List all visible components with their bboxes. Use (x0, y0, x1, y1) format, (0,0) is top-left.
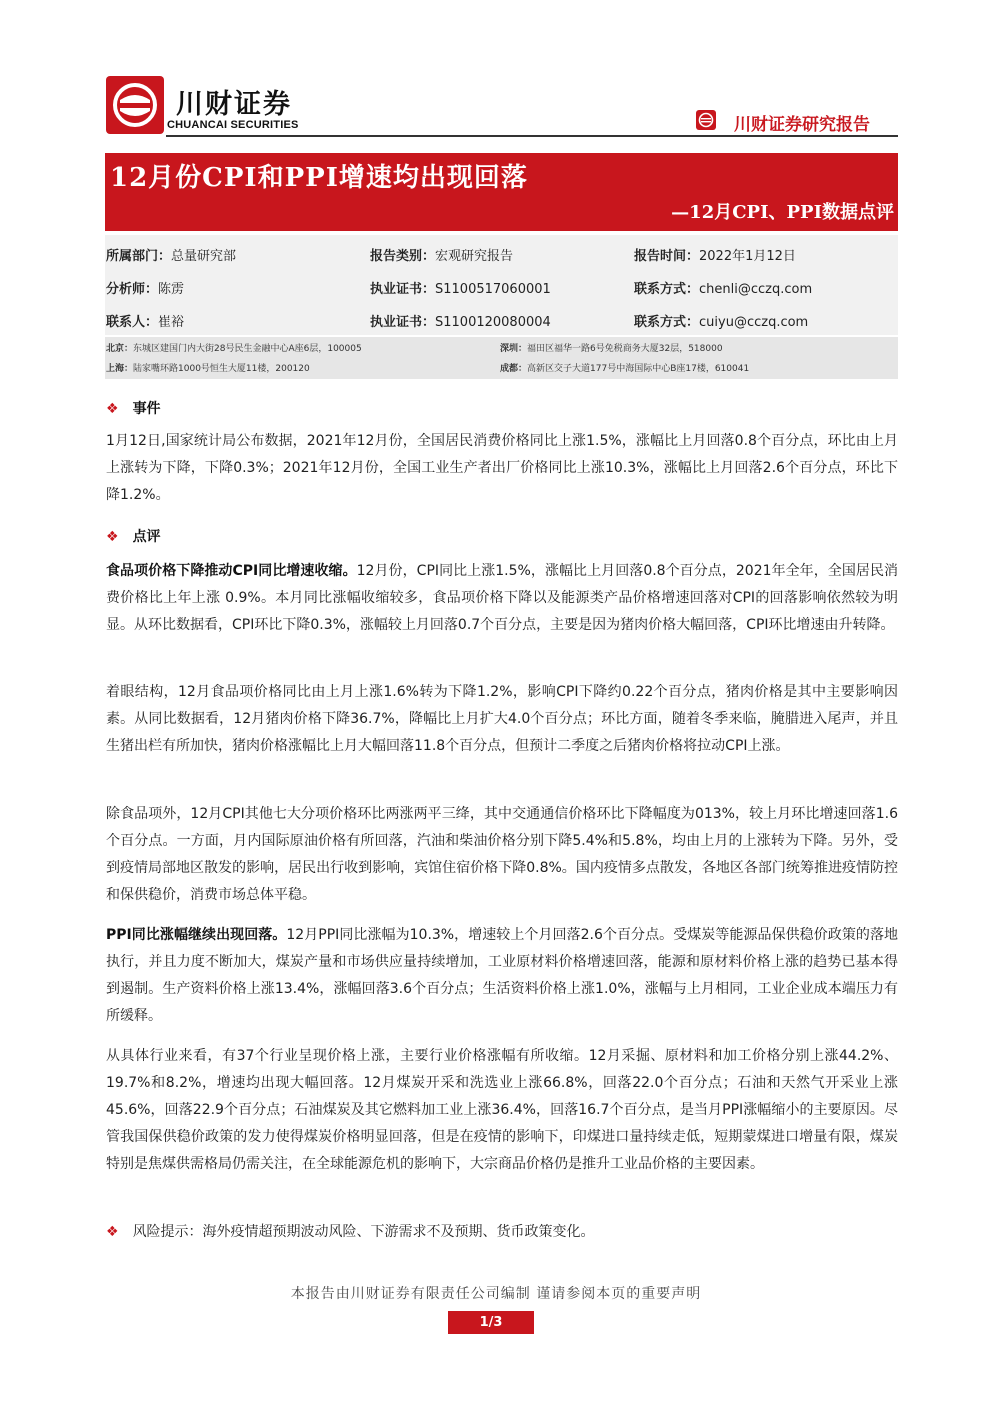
section-comment-heading: ❖ 点评 (106, 529, 161, 545)
header-divider (166, 135, 898, 137)
address-shenzhen: 深圳：福田区福华一路6号免税商务大厦32层，518000 (500, 344, 723, 354)
small-logo-icon (696, 110, 716, 130)
meta-contact-2[interactable]: 联系方式：cuiyu@cczq.com (634, 315, 809, 330)
address-shanghai: 上海：陆家嘴环路1000号恒生大厦11楼，200120 (106, 364, 310, 374)
address-chengdu: 成都：高新区交子大道177号中海国际中心B座17楼，610041 (500, 364, 750, 374)
meta-cert-2: 执业证书：S1100120080004 (370, 315, 551, 330)
industry-paragraph: 从具体行业来看，有37个行业呈现价格上涨，主要行业价格涨幅有所收缩。12月采掘、原材料和加工价格分别上涨44.2%、19.7%和8.2%，增速均出现大幅回落。12月煤炭开采和洗选业上涨66.8%，回落22.0个百分点；石油和天然气开采业上涨45.6%，回落22.9个百分点；石油煤炭及其它燃料加工业上涨36.4%，回落16.7个百分点，是当月PPI涨幅缩小的主要原因。尽管我国保供稳价政策的发力使得煤炭价格明显回落，但是在疫情的影响下，印煤进口量持续走低，短期蒙煤进口增量有限，煤炭特别是焦煤供需格局仍需关注，在全球能源危机的影响下，大宗商品价格仍是推升工业品价格的主要因素。 (106, 1048, 898, 1172)
chuancai-logo-icon (106, 76, 164, 134)
diamond-bullet-icon: ❖ (106, 1224, 119, 1240)
brand-name-cn: 川财证券 (176, 89, 292, 120)
meta-dept: 所属部门：总量研究部 (106, 249, 237, 264)
brand-name-en: CHUANCAI SECURITIES (167, 119, 299, 131)
event-paragraph: 1月12日,国家统计局公布数据，2021年12月份，全国居民消费价格同比上涨1.5%，涨幅比上月回落0.8个百分点，环比由上月上涨转为下降，下降0.3%；2021年12月份，全国工业生产者出厂价格同比上涨10.3%，涨幅比上月回落2.6个百分点，环比下降1.2%。 (106, 433, 898, 503)
meta-cert-1: 执业证书：S1100517060001 (370, 282, 551, 297)
risk-warning: ❖ 风险提示：海外疫情超预期波动风险、下游需求不及预期、货币政策变化。 (106, 1224, 595, 1240)
address-beijing: 北京：东城区建国门内大街28号民生金融中心A座6层，100005 (106, 344, 362, 354)
report-type-label: 川财证券研究报告 (734, 115, 870, 135)
food-structure-paragraph: 着眼结构，12月食品项价格同比由上月上涨1.6%转为下降1.2%，影响CPI下降约0.22个百分点，猪肉价格是其中主要影响因素。从同比数据看，12月猪肉价格下降36.7%，降幅比上月扩大4.0个百分点；环比方面，随着冬季来临，腌腊进入尾声，并且生猪出栏有所加快，猪肉价格涨幅比上月大幅回落11.8个百分点，但预计二季度之后猪肉价格将拉动CPI上涨。 (106, 684, 898, 754)
meta-analyst: 分析师：陈雳 (106, 282, 185, 297)
diamond-bullet-icon: ❖ (106, 401, 119, 417)
footer-disclaimer: 本报告由川财证券有限责任公司编制 谨请参阅本页的重要声明 (290, 1286, 702, 1302)
cpi-paragraph: 食品项价格下降推动CPI同比增速收缩。12月份，CPI同比上涨1.5%，涨幅比上月回落0.8个百分点，2021年全年，全国居民消费价格比上年上涨 0.9%。本月同比涨幅收缩较多，食品项价格下降以及能源类产品价格增速回落对CPI的回落影响依然较为明显。从环比数据看，CPI环比下降0.3%，涨幅较上月回落0.7个百分点，主要是因为猪肉价格大幅回落，CPI环比增速由升转降。 (106, 563, 898, 633)
meta-contact-1[interactable]: 联系方式：chenli@cczq.com (634, 282, 813, 297)
report-subtitle: —12月CPI、PPI数据点评 (671, 202, 894, 223)
report-title: 12月份CPI和PPI增速均出现回落 (110, 163, 528, 193)
ppi-paragraph: PPI同比涨幅继续出现回落。12月PPI同比涨幅为10.3%，增速较上个月回落2.6个百分点。受煤炭等能源品保供稳价政策的落地执行，并且力度不断加大，煤炭产量和市场供应量持续增加，工业原材料价格增速回落，能源和原材料价格上涨的趋势已基本得到遏制。生产资料价格上涨13.4%，涨幅回落3.6个百分点；生活资料价格上涨1.0%，涨幅与上月相同，工业企业成本端压力有所缓释。 (106, 927, 898, 1024)
diamond-bullet-icon: ❖ (106, 529, 119, 545)
page-number: 1/3 (448, 1311, 534, 1334)
non-food-paragraph: 除食品项外，12月CPI其他七大分项价格环比两涨两平三绛，其中交通通信价格环比下降幅度为013%，较上月环比增速回落1.6个百分点。一方面，月内国际原油价格有所回落，汽油和柴油价格分别下降5.4%和5.8%，均由上月的上涨转为下降。另外，受到疫情局部地区散发的影响，居民出行收到影响，宾馆住宿价格下降0.8%。国内疫情多点散发，各地区各部门统筹推进疫情防控和保供稳价，消费市场总体平稳。 (106, 806, 898, 903)
section-event-heading: ❖ 事件 (106, 401, 161, 417)
meta-contact-person: 联系人：崔裕 (106, 315, 185, 330)
meta-time: 报告时间：2022年1月12日 (634, 249, 796, 264)
meta-category: 报告类别：宏观研究报告 (370, 249, 514, 264)
